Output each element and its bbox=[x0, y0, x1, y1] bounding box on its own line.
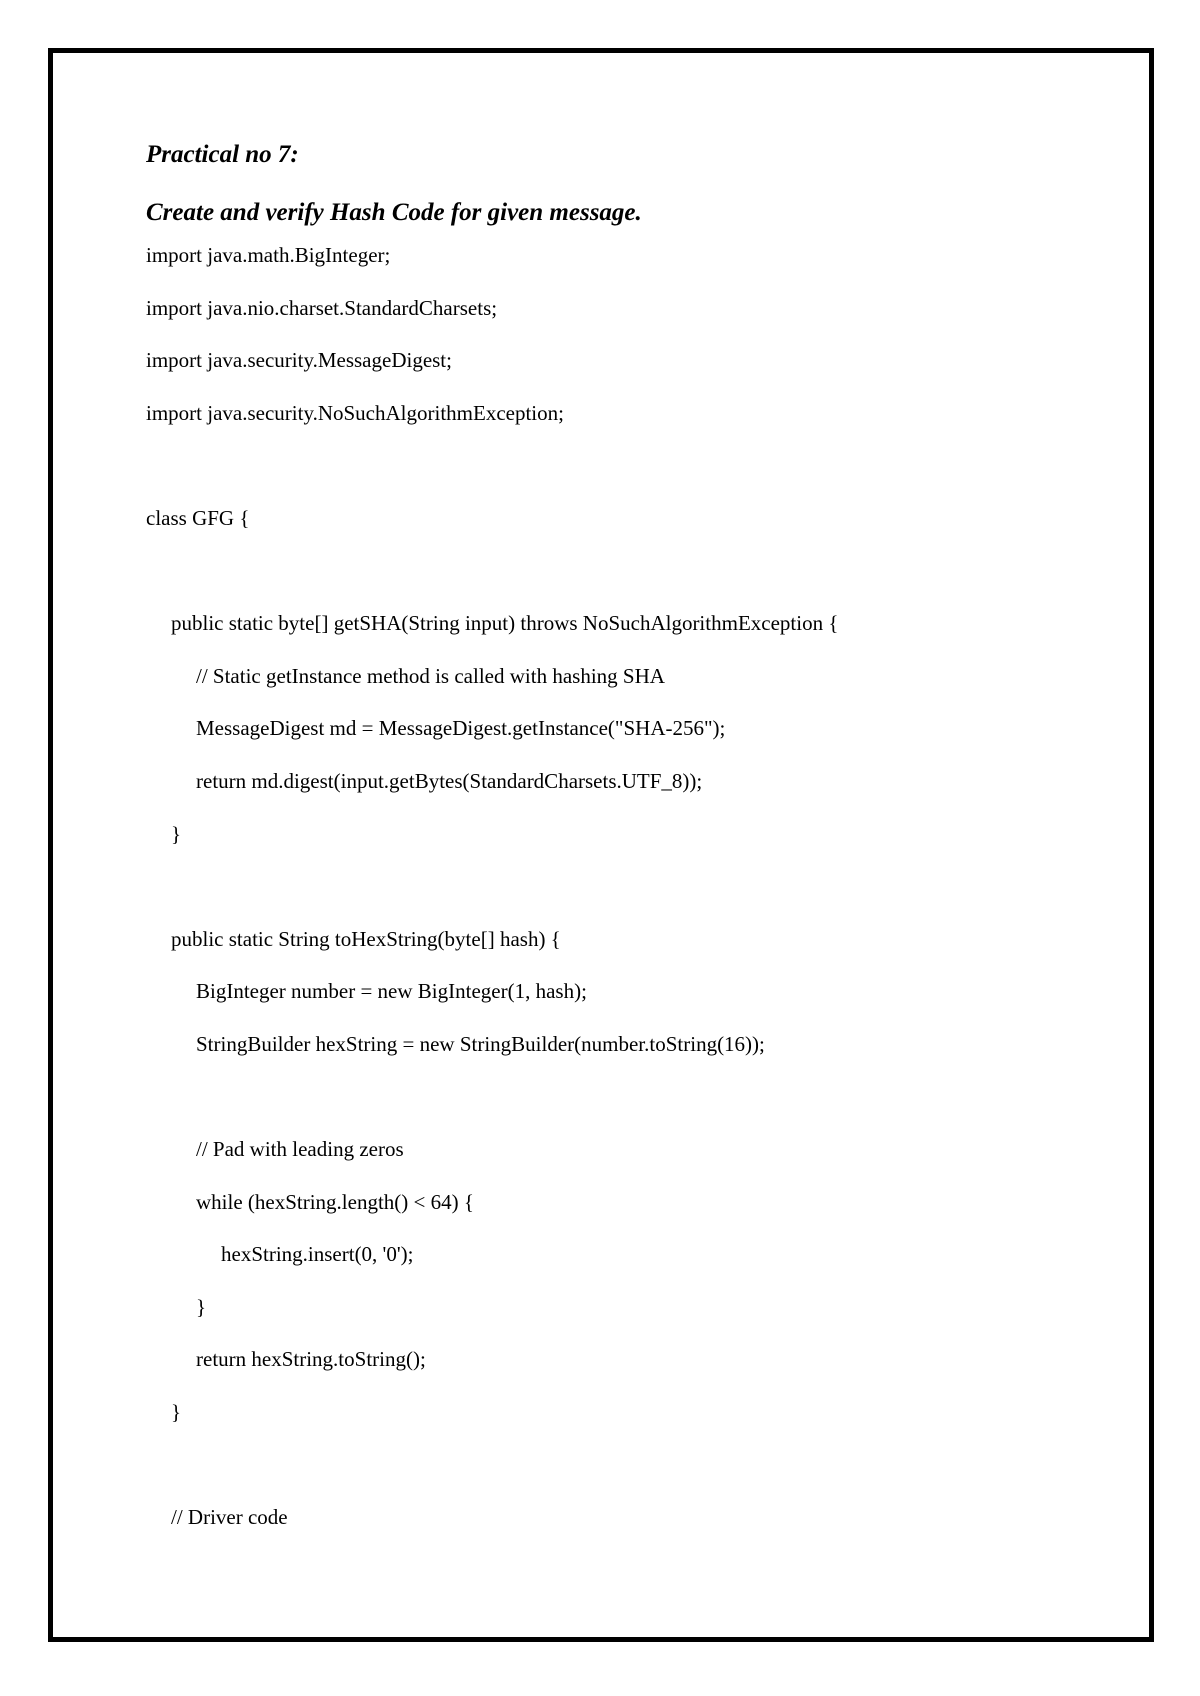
code-line: import java.nio.charset.StandardCharsets; bbox=[146, 295, 498, 320]
code-line: } bbox=[171, 821, 182, 846]
code-line: import java.security.NoSuchAlgorithmException; bbox=[146, 400, 564, 425]
blank-line bbox=[146, 1080, 1106, 1133]
code-line: StringBuilder hexString = new StringBuilder(number.toString(16)); bbox=[196, 1031, 765, 1056]
code-line: import java.security.MessageDigest; bbox=[146, 348, 452, 373]
document-content bbox=[146, 140, 1106, 1553]
code-line: public static String toHexString(byte[] hash) { bbox=[171, 926, 561, 951]
blank-line bbox=[146, 1448, 1106, 1501]
blank-line bbox=[146, 554, 1106, 607]
practical-title: Practical no 7: bbox=[146, 141, 299, 168]
code-line: public static byte[] getSHA(String input) throws NoSuchAlgorithmException { bbox=[171, 611, 839, 636]
code-line: return md.digest(input.getBytes(StandardCharsets.UTF_8)); bbox=[196, 768, 703, 793]
code-line: while (hexString.length() < 64) { bbox=[196, 1189, 474, 1214]
code-line: BigInteger number = new BigInteger(1, hash); bbox=[196, 979, 587, 1004]
code-block bbox=[146, 238, 1106, 1553]
code-line: } bbox=[171, 1400, 182, 1425]
practical-aim: Create and verify Hash Code for given message. bbox=[146, 199, 642, 226]
blank-line bbox=[146, 448, 1106, 501]
code-line: // Driver code bbox=[171, 1505, 288, 1530]
code-line: hexString.insert(0, '0'); bbox=[221, 1242, 414, 1267]
code-line: import java.math.BigInteger; bbox=[146, 243, 391, 267]
code-line: MessageDigest md = MessageDigest.getInstance("SHA-256"); bbox=[196, 716, 726, 741]
code-line: // Pad with leading zeros bbox=[196, 1137, 404, 1162]
code-line: class GFG { bbox=[146, 505, 250, 530]
code-line: return hexString.toString(); bbox=[196, 1347, 426, 1372]
code-line: // Static getInstance method is called with hashing SHA bbox=[196, 663, 665, 688]
code-line: } bbox=[196, 1294, 207, 1319]
blank-line bbox=[146, 869, 1106, 922]
